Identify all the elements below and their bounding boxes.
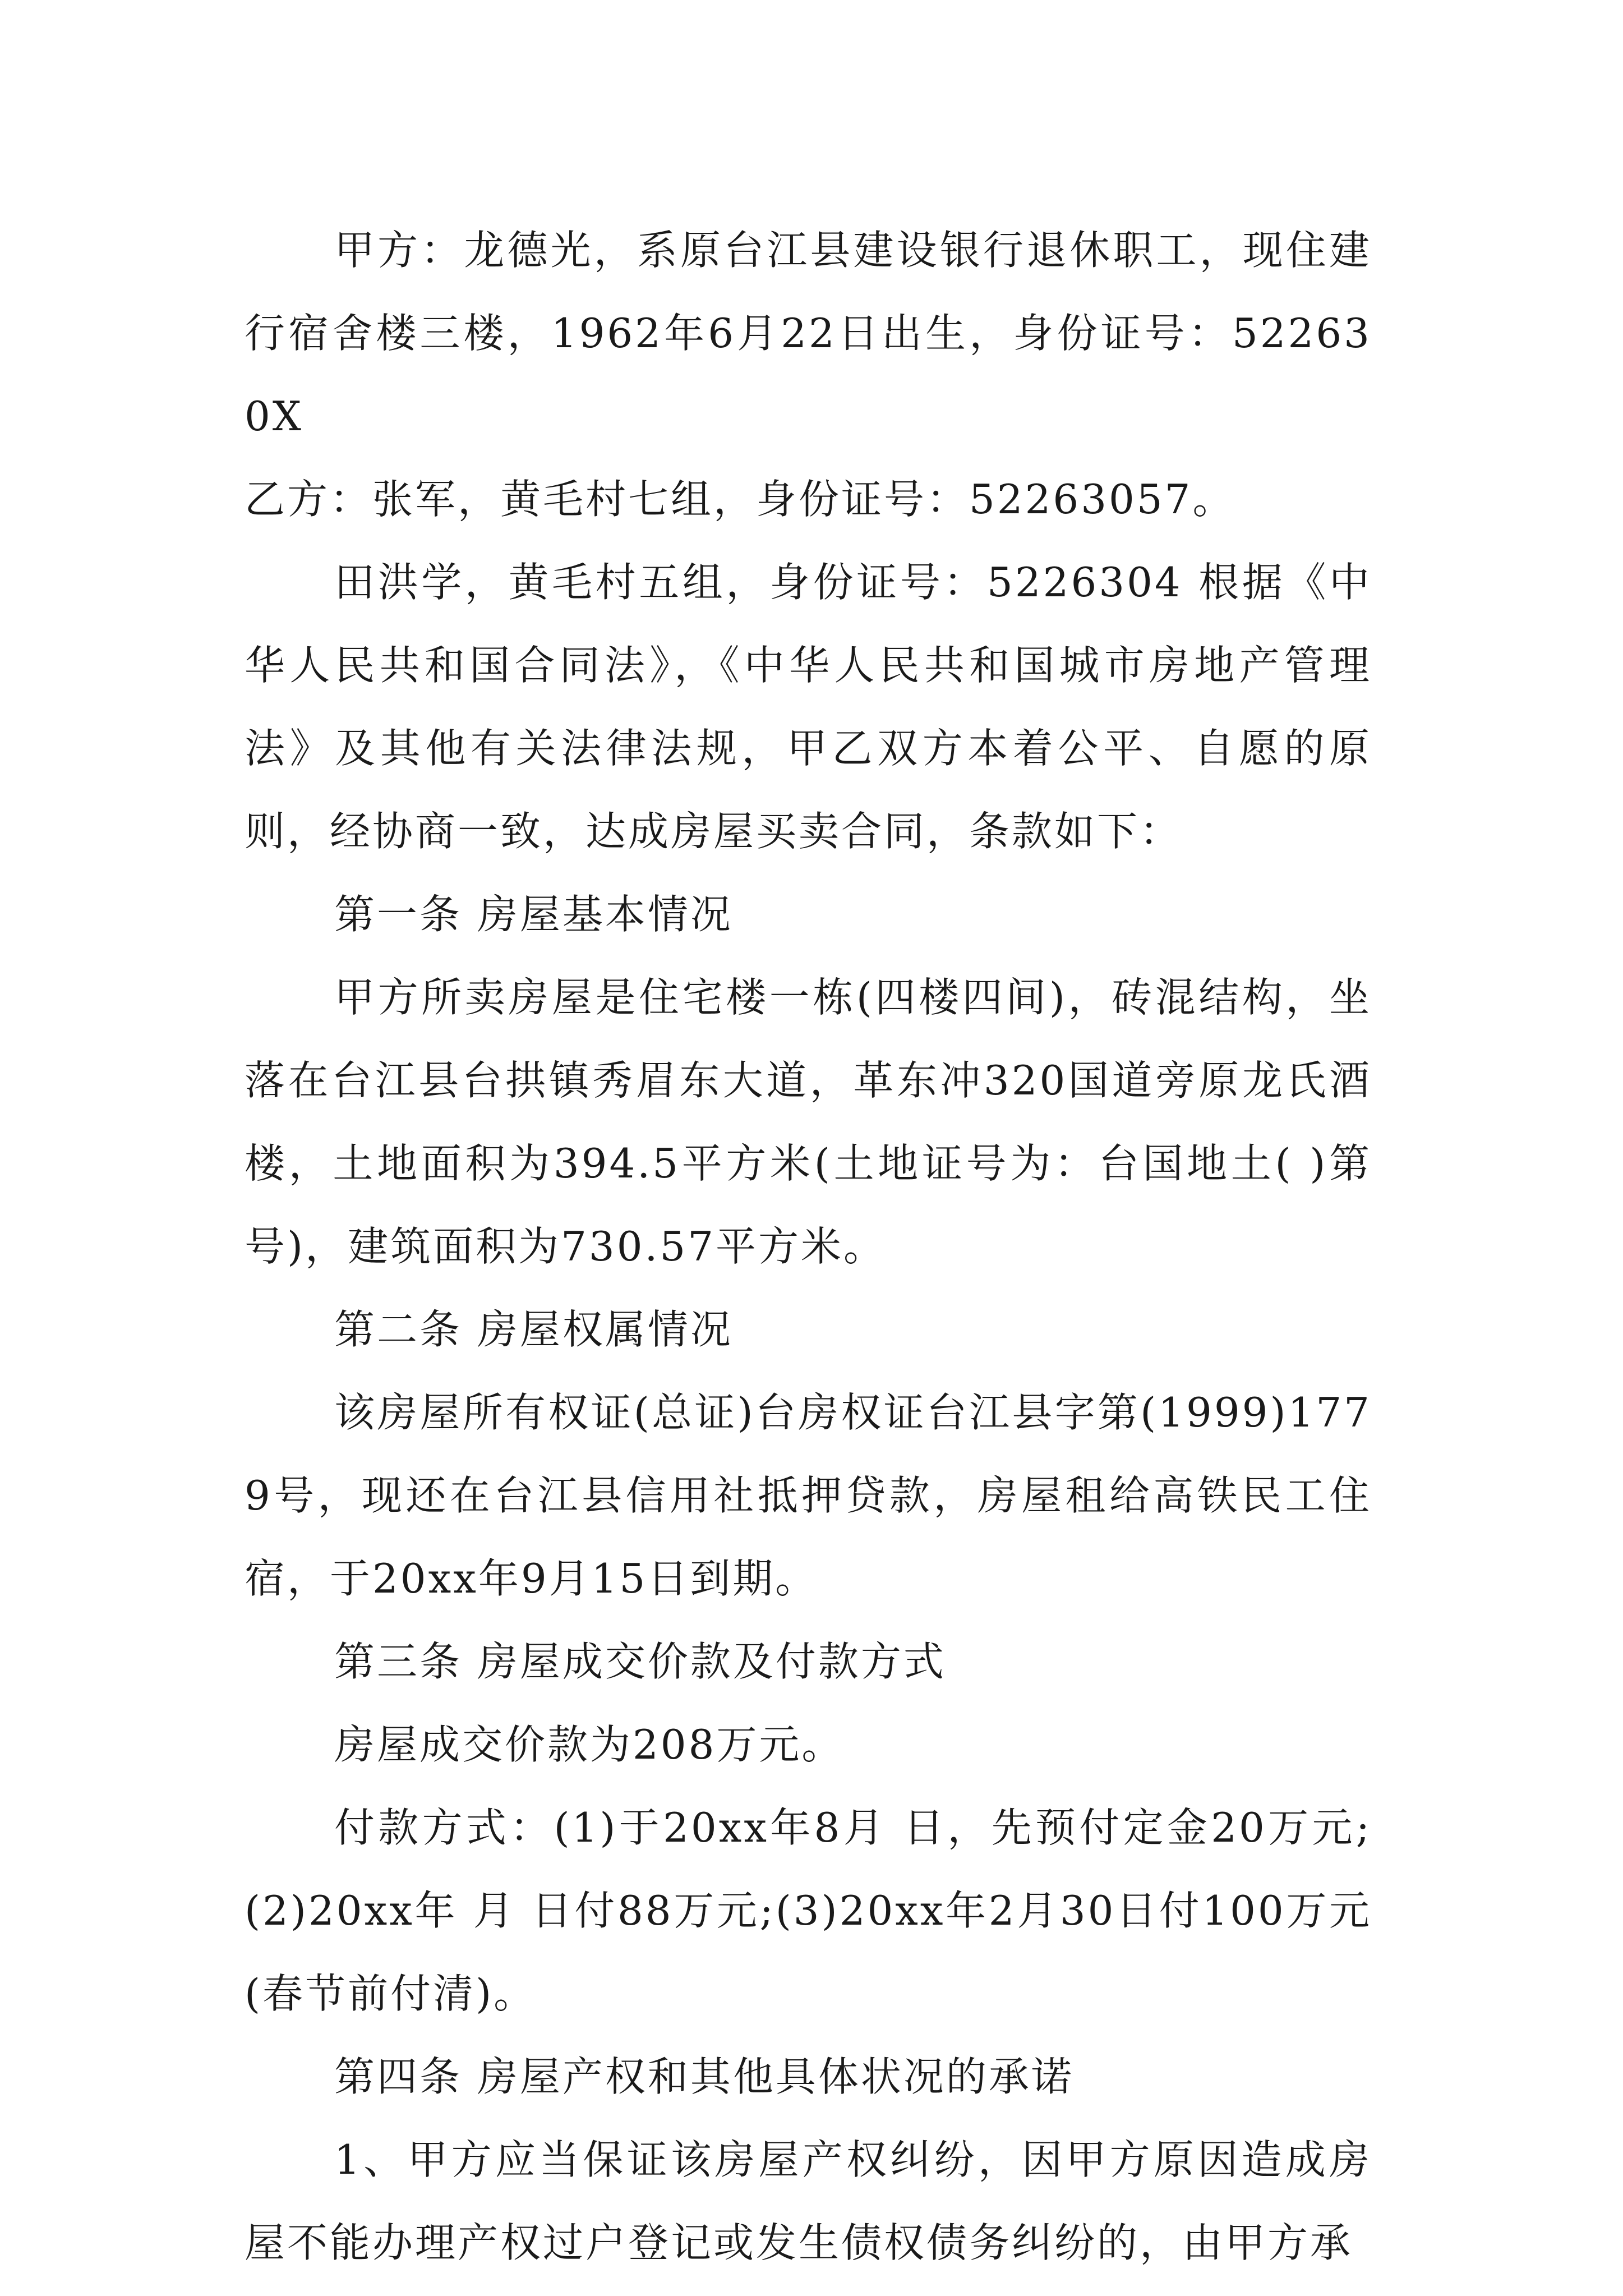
article-1-body: 甲方所卖房屋是住宅楼一栋(四楼四间)，砖混结构，坐落在台江县台拱镇秀眉东大道，革东冲320国道旁原龙氏酒楼，土地面积为394.5平方米(土地证号为：台国地土( )第号)，建筑面积为730.57平方米。 xyxy=(245,974,1372,1270)
party-b-paragraph: 乙方：张军，黄毛村七组，身份证号：52263057。 xyxy=(245,476,1235,523)
article-3-price: 房屋成交价款为208万元。 xyxy=(334,1721,845,1768)
preamble-paragraph: 田洪学，黄毛村五组，身份证号：5226304 根据《中华人民共和国合同法》，《中华人民共和国城市房地产管理法》及其他有关法律法规，甲乙双方本着公平、自愿的原则，经协商一致，达成房屋买卖合同，条款如下： xyxy=(245,559,1372,855)
article-2-heading: 第二条 房屋权属情况 xyxy=(334,1306,733,1353)
article-4-heading: 第四条 房屋产权和其他具体状况的承诺 xyxy=(334,2053,1074,2100)
article-2-body: 该房屋所有权证(总证)台房权证台江县字第(1999)1779号，现还在台江县信用社抵押贷款，房屋租给高铁民工住宿，于20xx年9月15日到期。 xyxy=(245,1389,1372,1602)
party-a-paragraph: 甲方：龙德光，系原台江县建设银行退休职工，现住建行宿舍楼三楼，1962年6月22日出生，身份证号：522630X xyxy=(245,227,1372,440)
article-3-payment: 付款方式：(1)于20xx年8月 日，先预付定金20万元;(2)20xx年 月 日付88万元;(3)20xx年2月30日付100万元(春节前付清)。 xyxy=(245,1804,1372,2017)
article-3-heading: 第三条 房屋成交价款及付款方式 xyxy=(334,1638,946,1685)
article-1-heading: 第一条 房屋基本情况 xyxy=(334,891,733,938)
article-4-clause-1: 1、甲方应当保证该房屋产权纠纷，因甲方原因造成房屋不能办理产权过户登记或发生债权债务纠纷的，由甲方承 xyxy=(245,2136,1372,2266)
document-body xyxy=(245,209,1372,2284)
